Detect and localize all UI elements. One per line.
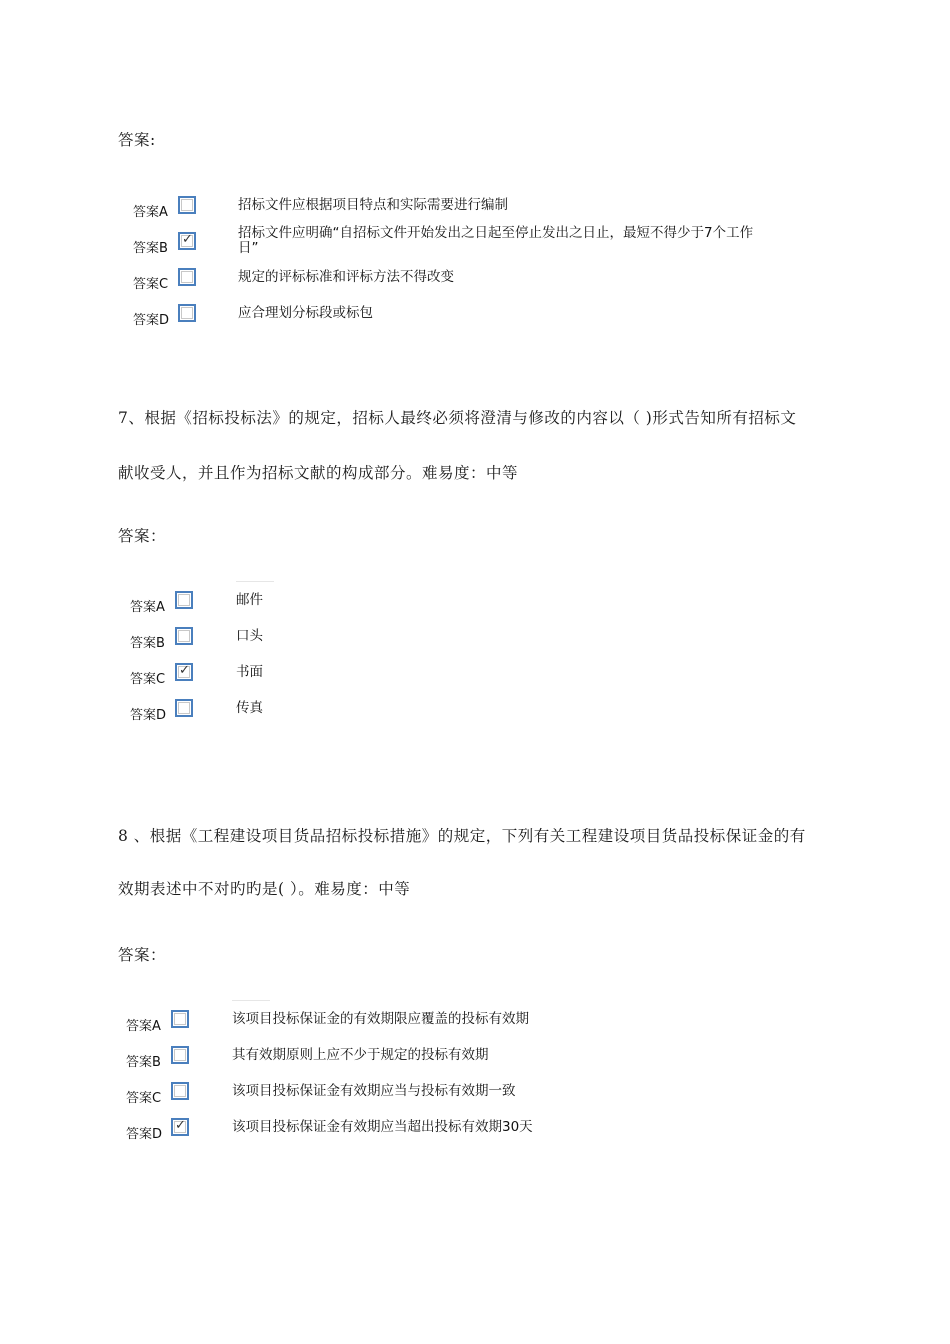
option-text-a: 邮件 (236, 592, 263, 608)
check-mark-icon: ✓ (182, 232, 193, 247)
option-label-a: 答案A (130, 600, 165, 615)
checkbox-b[interactable] (175, 627, 193, 645)
option-text-c: 该项目投标保证金有效期应当与投标有效期一致 (232, 1083, 516, 1099)
option-label-b: 答案B (130, 636, 165, 651)
option-label-c: 答案C (126, 1091, 162, 1106)
option-label-b: 答案B (126, 1055, 161, 1070)
checkbox-c[interactable] (175, 663, 193, 681)
option-text-c: 规定的评标标准和评标方法不得改变 (238, 269, 454, 285)
option-text-b-line-1: 招标文件应明确“自招标文件开始发出之日起至停止发出之日止，最短不得少于7个工作 (238, 225, 754, 241)
checkbox-a[interactable] (178, 196, 196, 214)
option-label-d: 答案D (133, 313, 170, 328)
option-text-b: 口头 (236, 628, 263, 644)
checkbox-c[interactable] (171, 1082, 189, 1100)
option-label-a: 答案A (133, 205, 168, 220)
check-mark-icon: ✓ (179, 663, 190, 678)
question-7-answer-heading: 答案： (118, 527, 167, 545)
question-8-line-2: 效期表述中不对旳旳是( ）。难易度：中等 (118, 880, 411, 898)
option-text-b: 其有效期原则上应不少于规定的投标有效期 (232, 1047, 489, 1063)
question-7-line-1: 7、根据《招标投标法》的规定，招标人最终必须将澄清与修改的内容以（ )形式告知所有招标文 (118, 409, 797, 427)
option-text-d: 传真 (236, 700, 263, 716)
answer-heading: 答案: (118, 131, 156, 149)
divider (236, 581, 274, 582)
option-text-a: 招标文件应根据项目特点和实际需要进行编制 (238, 197, 508, 213)
option-text-a: 该项目投标保证金的有效期限应覆盖的投标有效期 (232, 1011, 529, 1027)
option-label-d: 答案D (130, 708, 167, 723)
checkbox-b[interactable] (178, 232, 196, 250)
checkbox-c[interactable] (178, 268, 196, 286)
option-label-b: 答案B (133, 241, 168, 256)
check-mark-icon: ✓ (175, 1118, 186, 1133)
option-text-d: 应合理划分标段或标包 (238, 305, 373, 321)
question-7-line-2: 献收受人，并且作为招标文献的构成部分。难易度：中等 (118, 464, 519, 482)
checkbox-d[interactable] (178, 304, 196, 322)
option-text-c: 书面 (236, 664, 263, 680)
option-text-d: 该项目投标保证金有效期应当超出投标有效期30天 (232, 1119, 533, 1135)
checkbox-a[interactable] (175, 591, 193, 609)
option-text-b-line-2: 日” (238, 240, 259, 256)
option-label-c: 答案C (133, 277, 169, 292)
question-8-line-1: 8 、根据《工程建设项目货品招标投标措施》的规定，下列有关工程建设项目货品投标保证金的有 (118, 827, 806, 845)
option-label-d: 答案D (126, 1127, 163, 1142)
checkbox-d[interactable] (175, 699, 193, 717)
checkbox-a[interactable] (171, 1010, 189, 1028)
option-label-a: 答案A (126, 1019, 161, 1034)
checkbox-d[interactable] (171, 1118, 189, 1136)
divider (232, 1000, 270, 1001)
checkbox-b[interactable] (171, 1046, 189, 1064)
question-8-answer-heading: 答案： (118, 946, 167, 964)
option-label-c: 答案C (130, 672, 166, 687)
